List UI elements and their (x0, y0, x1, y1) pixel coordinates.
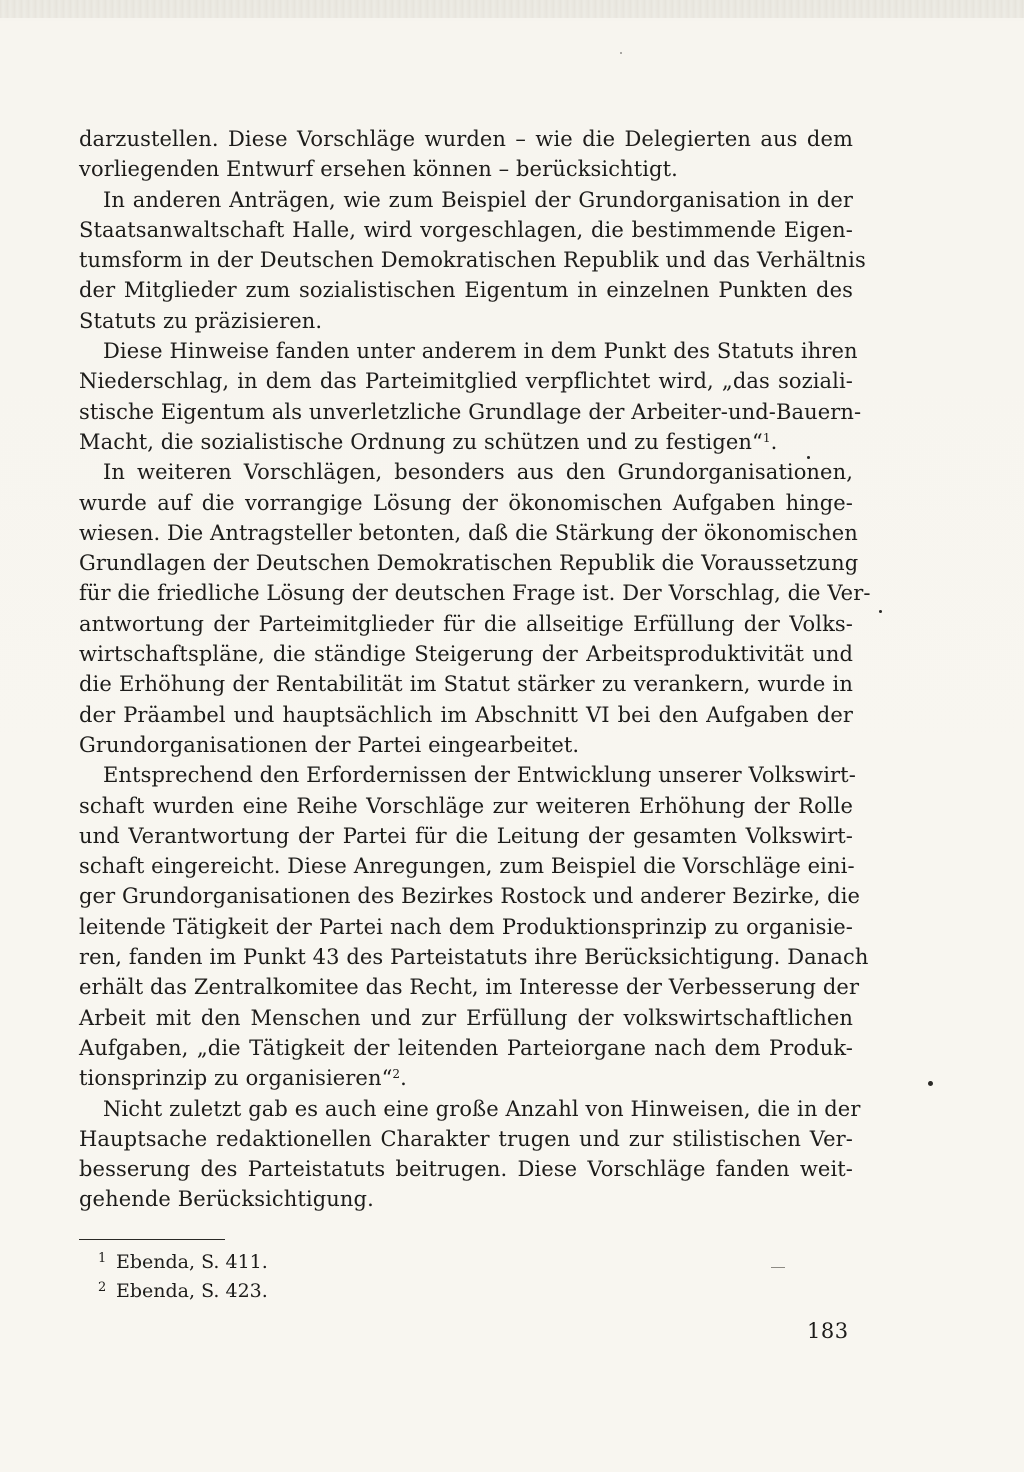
text-line (79, 427, 853, 457)
text-segment: wirtschaftspläne, die ständige Steigerung der Arbeitsproduktivität und (79, 642, 853, 667)
text-segment: schaft eingereicht. Diese Anregungen, zum Beispiel die Vorschläge eini- (79, 854, 855, 879)
text-segment: Niederschlag, in dem das Parteimitglied verpflichtet wird, „das soziali- (79, 369, 853, 394)
text-segment: Aufgaben, „die Tätigkeit der leitenden Parteiorgane nach dem Produk- (79, 1035, 853, 1060)
footnote-mark: 1 (98, 1251, 107, 1266)
text-line (79, 397, 862, 427)
text-segment: erhält das Zentralkomitee das Recht, im Interesse der Verbesserung der (79, 975, 860, 1000)
footnote (98, 1273, 498, 1302)
scan-mark (771, 1267, 785, 1268)
text-segment: Macht, die sozialistische Ordnung zu schützen und zu festigen“ (79, 429, 763, 454)
text-line (79, 124, 853, 154)
text-segment: In anderen Anträgen, wie zum Beispiel der Grundorganisation in der (103, 187, 853, 212)
text-segment: In weiteren Vorschlägen, besonders aus den Grundorganisationen, (103, 460, 853, 485)
footnote-reference: 2 (392, 1067, 401, 1082)
text-segment: schaft wurden eine Reihe Vorschläge zur weiteren Erhöhung der Rolle (79, 793, 853, 818)
text-line (79, 700, 853, 730)
text-line (79, 1033, 853, 1063)
text-segment: und Verantwortung der Partei für die Leitung der gesamten Volkswirt- (79, 823, 853, 848)
text-line (79, 791, 853, 821)
text-segment: ren, fanden im Punkt 43 des Parteistatuts ihre Berücksichtigung. Danach (79, 945, 869, 970)
scan-speck (928, 1081, 933, 1086)
text-line (79, 730, 853, 760)
footnote-text: Ebenda, S. 411. (116, 1251, 268, 1273)
footnote-mark: 2 (98, 1280, 107, 1295)
text-segment: gehende Berücksichtigung. (79, 1187, 374, 1212)
footnotes (98, 1244, 498, 1302)
text-line (79, 154, 853, 184)
text-line (79, 275, 853, 305)
text-line (79, 1124, 853, 1154)
text-segment: der Mitglieder zum sozialistischen Eigentum in einzelnen Punkten des (79, 278, 853, 303)
text-segment: stische Eigentum als unverletzliche Grundlage der Arbeiter-und-Bauern- (79, 399, 862, 424)
text-line (79, 821, 853, 851)
text-line (79, 639, 853, 669)
text-segment: Diese Hinweise fanden unter anderem in dem Punkt des Statuts ihren (103, 339, 858, 364)
scan-speck (879, 610, 882, 613)
text-segment: für die friedliche Lösung der deutschen Frage ist. Der Vorschlag, die Ver- (79, 581, 871, 606)
text-segment: tumsform in der Deutschen Demokratischen Republik und das Verhältnis (79, 248, 866, 273)
text-line (79, 912, 853, 942)
text-line (79, 1154, 853, 1184)
text-line (79, 578, 871, 608)
text-segment: vorliegenden Entwurf ersehen können – berücksichtigt. (79, 157, 678, 182)
text-segment: der Präambel und hauptsächlich im Abschnitt VI bei den Aufgaben der (79, 702, 853, 727)
text-line (79, 1003, 853, 1033)
text-segment: Statuts zu präzisieren. (79, 308, 323, 333)
text-line (79, 609, 853, 639)
footnote-reference: 1 (762, 430, 771, 445)
text-segment: besserung des Parteistatuts beitrugen. Diese Vorschläge fanden weit- (79, 1157, 853, 1182)
text-line (79, 336, 858, 366)
text-line (79, 881, 861, 911)
text-line (79, 457, 853, 487)
page-number: 183 (807, 1319, 849, 1343)
scanned-top-edge (0, 0, 1024, 18)
footnote-text: Ebenda, S. 423. (116, 1280, 268, 1302)
text-segment: wurde auf die vorrangige Lösung der ökonomischen Aufgaben hinge- (79, 490, 853, 515)
text-line (79, 760, 856, 790)
text-segment: Hauptsache redaktionellen Charakter trugen und zur stilistischen Ver- (79, 1126, 853, 1151)
text-line (79, 548, 859, 578)
text-line (79, 942, 869, 972)
text-segment: ger Grundorganisationen des Bezirkes Rostock und anderer Bezirke, die (79, 884, 861, 909)
text-segment: antwortung der Parteimitglieder für die allseitige Erfüllung der Volks- (79, 611, 853, 636)
text-segment: Grundorganisationen der Partei eingearbeitet. (79, 732, 580, 757)
text-line (79, 1063, 853, 1093)
text-segment: darzustellen. Diese Vorschläge wurden – wie die Delegierten aus dem (79, 127, 853, 151)
footnote-divider (79, 1239, 225, 1240)
text-segment: leitende Tätigkeit der Partei nach dem Produktionsprinzip zu organisie- (79, 914, 853, 939)
text-line (79, 185, 853, 215)
text-segment: . (770, 429, 778, 454)
body-text (79, 124, 871, 1215)
text-line (79, 518, 858, 548)
text-segment: Entsprechend den Erfordernissen der Entwicklung unserer Volkswirt- (103, 763, 856, 788)
text-segment: Arbeit mit den Menschen und zur Erfüllung der volkswirtschaftlichen (79, 1005, 853, 1030)
text-line (79, 215, 853, 245)
text-line (79, 306, 853, 336)
text-line (79, 851, 853, 881)
text-line (79, 488, 853, 518)
text-line (79, 972, 860, 1002)
text-line (79, 366, 853, 396)
scan-speck (807, 456, 810, 459)
footnote (98, 1244, 498, 1273)
text-segment: Grundlagen der Deutschen Demokratischen Republik die Voraussetzung (79, 551, 859, 576)
text-line (79, 1184, 853, 1214)
text-segment: wiesen. Die Antragsteller betonten, daß die Stärkung der ökonomischen (79, 520, 858, 545)
text-line (79, 1094, 861, 1124)
text-segment: Staatsanwaltschaft Halle, wird vorgeschlagen, die bestimmende Eigen- (79, 217, 853, 242)
text-line (79, 669, 853, 699)
scan-speck (620, 52, 622, 54)
text-line (79, 245, 866, 275)
text-segment: Nicht zuletzt gab es auch eine große Anzahl von Hinweisen, die in der (103, 1096, 861, 1121)
text-segment: . (400, 1066, 407, 1091)
text-segment: tionsprinzip zu organisieren“ (79, 1066, 393, 1091)
text-segment: die Erhöhung der Rentabilität im Statut stärker zu verankern, wurde in (79, 672, 853, 697)
